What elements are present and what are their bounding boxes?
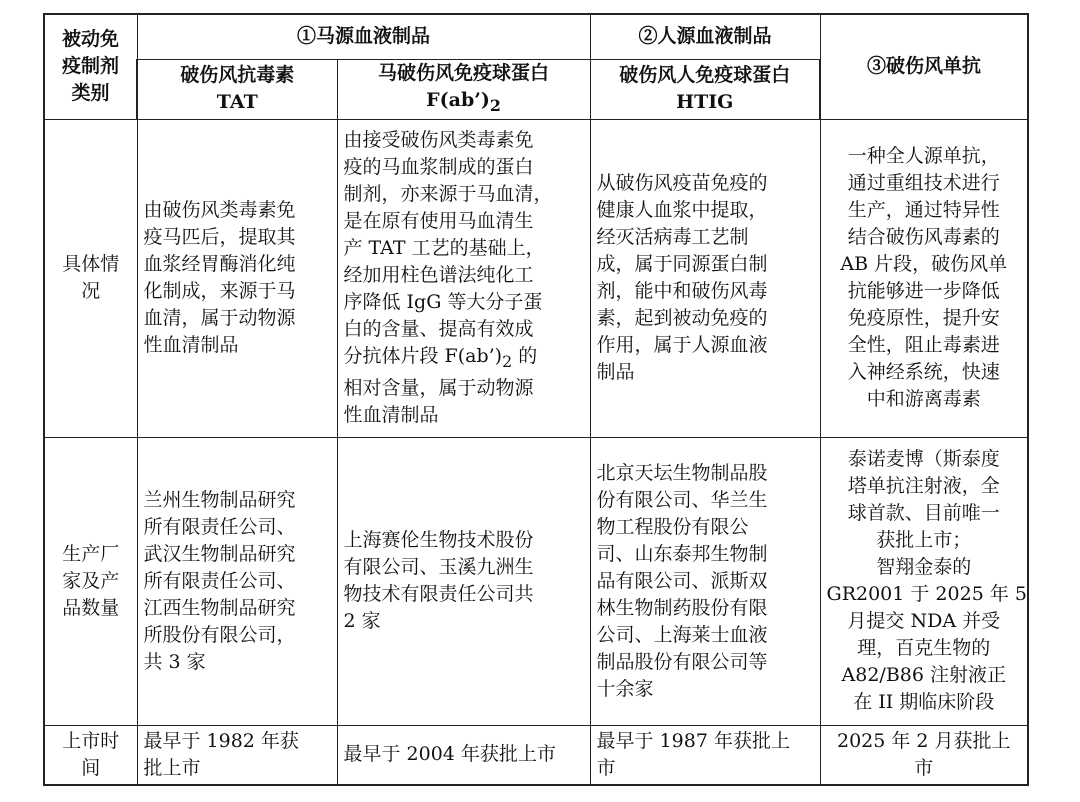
cell-line: 健康人血浆中提取， [596, 199, 768, 221]
cell-line: 有限公司、玉溪九洲生 [343, 556, 534, 578]
row-label-line: 生产厂 [62, 542, 120, 565]
cell-line: 全性，阻止毒素进 [847, 334, 1000, 356]
cell-line: 化制成，来源于马 [143, 280, 296, 302]
launch-fab-cell [337, 725, 590, 785]
header-htig-cell [590, 59, 820, 119]
cell-line: 市 [914, 756, 934, 779]
cell-line: 白的含量、提高有效成 [343, 318, 534, 341]
cell-line: 十余家 [596, 677, 654, 700]
cell-line: 中和游离毒素 [866, 388, 981, 410]
header-category-line: 被动免 [61, 28, 119, 51]
row-label-line: 具体情 [62, 253, 120, 275]
cell-line: 林生物制药股份有限 [596, 596, 768, 619]
cell-line: 塔单抗注射液，全 [847, 475, 1000, 497]
formula-subscript: 2 [502, 351, 513, 371]
row-launch [44, 725, 1028, 785]
cell-line: AB 片段，破伤风单 [840, 253, 1008, 275]
cell-line: 抗能够进一步降低 [847, 280, 1000, 302]
row-label-line: 况 [81, 280, 101, 302]
launch-mab-cell [820, 725, 1028, 785]
header-tat-line: 破伤风抗毒素 [180, 64, 295, 86]
cell-line: 份有限公司、华兰生 [596, 488, 768, 511]
cell-line: GR2001 于 2025 年 5 [826, 583, 1027, 605]
cell-line: 是在原有使用马血清生 [343, 210, 534, 233]
cell-line: 性血清制品 [143, 334, 239, 356]
cell-line: 产 TAT 工艺的基础上， [343, 237, 545, 260]
cell-line: 北京天坛生物制品股 [596, 461, 768, 484]
formula-text: 分抗体片段 F(ab’) [343, 345, 503, 368]
cell-line: 生产，通过特异性 [847, 199, 1000, 221]
row-label-line: 间 [81, 756, 101, 779]
cell-line: 血清，属于动物源 [143, 307, 296, 329]
details-tat-cell [137, 119, 337, 437]
cell-line: 兰州生物制品研究 [143, 488, 296, 511]
cell-line: 武汉生物制品研究 [143, 542, 296, 565]
cell-line: 最早于 1987 年获批上 [596, 729, 790, 752]
cell-line: 制品股份有限公司等 [596, 650, 768, 673]
header-fab-subscript: 2 [489, 95, 501, 115]
cell-line: 序降低 IgG 等大分子蛋 [343, 291, 543, 314]
makers-htig-cell [590, 437, 820, 725]
header-fab-line: 马破伤风免疫球蛋白 [378, 61, 550, 84]
cell-line: 所有限责任公司、 [143, 569, 296, 592]
launch-htig-cell [590, 725, 820, 785]
row-makers [44, 437, 1028, 725]
header-tat-line: TAT [216, 91, 258, 113]
cell-line: 球首款、目前唯一 [847, 502, 1000, 524]
cell-line: 成，属于同源蛋白制 [596, 253, 768, 275]
cell-line: 理，百克生物的 [857, 637, 991, 659]
cell-line: 获批上市； [876, 529, 972, 551]
cell-line: 免疫原性，提升安 [847, 307, 1000, 329]
cell-line: 入神经系统，快速 [847, 361, 1000, 383]
cell-line: 从破伤风疫苗免疫的 [596, 172, 768, 194]
header-category-cell [44, 14, 137, 119]
cell-line: 经加用柱色谱法纯化工 [343, 264, 534, 287]
cell-line: 经灭活病毒工艺制 [596, 226, 749, 248]
cell-line: 结合破伤风毒素的 [847, 226, 1000, 248]
cell-line: 性血清制品 [343, 403, 439, 426]
cell-line: 2 家 [343, 610, 381, 632]
header-fab-formula: F(ab’) [426, 88, 490, 111]
row-details-label [44, 119, 137, 437]
cell-line: 月提交 NDA 并受 [847, 610, 1001, 632]
cell-line: 疫马匹后，提取其 [143, 226, 296, 248]
cell-line: 市 [596, 756, 616, 779]
cell-line: 疫的马血浆制成的蛋白 [343, 156, 534, 179]
row-label-line: 家及产 [62, 569, 120, 592]
header-horse-group: ①马源血液制品 [137, 14, 590, 59]
cell-line: 物技术有限责任公司共 [343, 583, 534, 605]
cell-line: 剂，能中和破伤风毒 [596, 280, 768, 302]
row-makers-label [44, 437, 137, 725]
cell-line: 由破伤风类毒素免 [143, 199, 296, 221]
cell-line: 上海赛伦生物技术股份 [343, 529, 534, 551]
header-tat-cell [137, 59, 337, 119]
cell-line: 一种全人源单抗， [847, 145, 1000, 167]
header-row-groups [44, 14, 1028, 59]
cell-line: 血浆经胃酶消化纯 [143, 253, 296, 275]
cell-line: A82/B86 注射液正 [841, 664, 1006, 686]
cell-line: 通过重组技术进行 [847, 172, 1000, 194]
row-launch-label [44, 725, 137, 785]
header-category-line: 类别 [71, 82, 110, 105]
tetanus-immunization-comparison-table [43, 13, 1029, 786]
header-fab-line-2 [344, 87, 584, 119]
header-human-group: ②人源血液制品 [590, 14, 820, 59]
cell-line: 制剂，亦来源于马血清， [343, 183, 553, 206]
header-category-line: 疫制剂 [61, 55, 119, 78]
cell-line: 素，起到被动免疫的 [596, 307, 768, 329]
cell-line: 相对含量，属于动物源 [343, 376, 534, 399]
cell-line: 泰诺麦博（斯泰度 [847, 448, 1000, 470]
cell-line: 制品 [596, 361, 635, 383]
cell-line: 最早于 1982 年获 [143, 729, 299, 752]
cell-line: 司、山东泰邦生物制 [596, 542, 768, 565]
details-fab-cell [337, 119, 590, 437]
cell-line: 物工程股份有限公 [596, 515, 749, 538]
cell-line-formula [344, 343, 584, 375]
cell-line: 品有限公司、派斯双 [596, 569, 768, 592]
header-fab-cell [337, 59, 590, 119]
row-details [44, 119, 1028, 437]
makers-mab-cell [820, 437, 1028, 725]
row-label-line: 品数量 [62, 596, 120, 619]
cell-line: 所有限责任公司、 [143, 515, 296, 538]
row-label-line: 上市时 [62, 729, 120, 752]
launch-tat-cell [137, 725, 337, 785]
cell-line: 公司、上海莱士血液 [596, 623, 768, 646]
cell-line: 在 II 期临床阶段 [853, 691, 995, 713]
cell-line: 由接受破伤风类毒素免 [343, 129, 534, 152]
makers-fab-cell [337, 437, 590, 725]
makers-tat-cell [137, 437, 337, 725]
cell-line: 最早于 2004 年获批上市 [343, 743, 556, 766]
details-mab-cell [820, 119, 1028, 437]
formula-suffix: 的 [512, 345, 538, 368]
cell-line: 2025 年 2 月获批上 [836, 729, 1011, 752]
header-mab-group: ③破伤风单抗 [820, 14, 1028, 119]
cell-line: 共 3 家 [143, 650, 206, 673]
details-htig-cell [590, 119, 820, 437]
cell-line: 批上市 [143, 756, 201, 779]
cell-line: 所股份有限公司， [143, 623, 296, 646]
header-htig-line: 破伤风人免疫球蛋白 [619, 64, 791, 86]
cell-line: 作用，属于人源血液 [596, 334, 768, 356]
cell-line: 江西生物制品研究 [143, 596, 296, 619]
header-htig-line: HTIG [676, 91, 734, 113]
cell-line: 智翔金泰的 [876, 556, 972, 578]
